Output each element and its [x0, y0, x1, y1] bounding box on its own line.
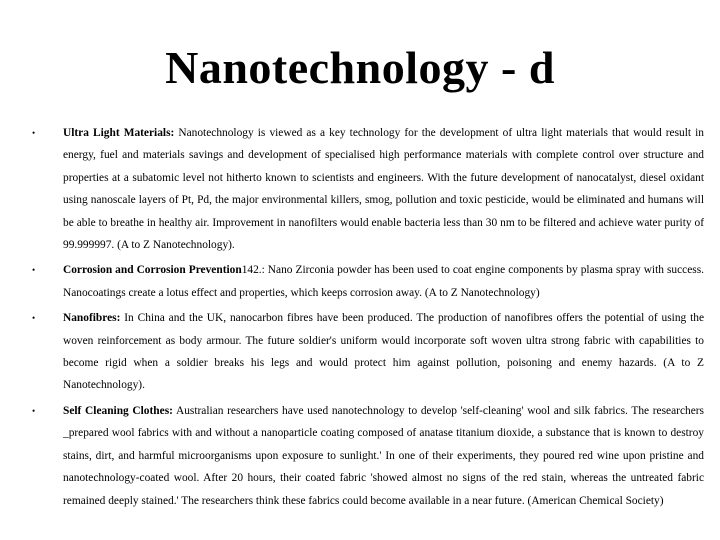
bullet-corrosion-prevention: [32, 259, 704, 304]
bullet-heading: Ultra Light Materials:: [63, 127, 175, 139]
bullet-text: In China and the UK, nanocarbon fibres have been produced. The production of nanofibres offers the potential of using the woven reinforcement as body armour. The future soldier's uniform would incorporate soft woven ultra strong fabric with capabilities to become rigid when a soldier breaks his legs and would protect him against pollution, poisoning and enemy hazards. (A to Z Nanotechnology).: [63, 312, 704, 392]
slide-title: Nanotechnology - d: [165, 42, 555, 93]
bullet-dot-icon: •: [32, 128, 36, 138]
bullet-text: Nanotechnology is viewed as a key technology for the development of ultra light materials that would result in energy, fuel and materials savings and development of specialised high performance materials with complete control over structure and properties at a subatomic level not hitherto known to scientists and engineers. With the future development of nanocatalyst, diesel oxidant using nanoscale layers of Pt, Pd, the major environmental killers, smog, pollution and toxic pesticide, would be eliminated and humans will be able to breathe in healthy air. Improvement in nanofilters would enable bacteria less than 30 nm to be filtered and achieve water purity of 99.999997. (A to Z Nanotechnology).: [63, 127, 704, 252]
bullet-heading: Self Cleaning Clothes:: [63, 404, 173, 417]
bullet-dot-icon: •: [32, 265, 36, 276]
bullet-heading: Nanofibres:: [63, 312, 121, 325]
bullet-dot-icon: •: [32, 405, 36, 416]
bullet-list: [32, 122, 704, 515]
bullet-dot-icon: •: [32, 313, 36, 324]
bullet-nanofibres: [32, 307, 704, 397]
bullet-self-cleaning-clothes: [32, 400, 704, 512]
bullet-heading: Corrosion and Corrosion Prevention: [63, 264, 242, 277]
bullet-text: Australian researchers have used nanotechnology to develop 'self-cleaning' wool and silk fabrics. The researchers _prepared wool fabrics with and without a nanoparticle coating composed of anatase titanium dioxide, a substance that is known to destroy stains, dirt, and harmful microorganisms upon exposure to sunlight.' In one of their experiments, they poured red wine upon pristine and nanotechnology-coated wool. After 20 hours, their coated fabric 'showed almost no signs of the red stain, whereas the untreated fabric remained deeply stained.' The researchers think these fabrics could become available in a near future. (American Chemical Society): [63, 404, 704, 507]
bullet-ultra-light-materials: [32, 122, 704, 256]
bullet-text: 142.: Nano Zirconia powder has been used to coat engine components by plasma spray with success. Nanocoatings create a lotus effect and properties, which keeps corrosion away. (A to Z Nanotechnology): [63, 264, 704, 299]
